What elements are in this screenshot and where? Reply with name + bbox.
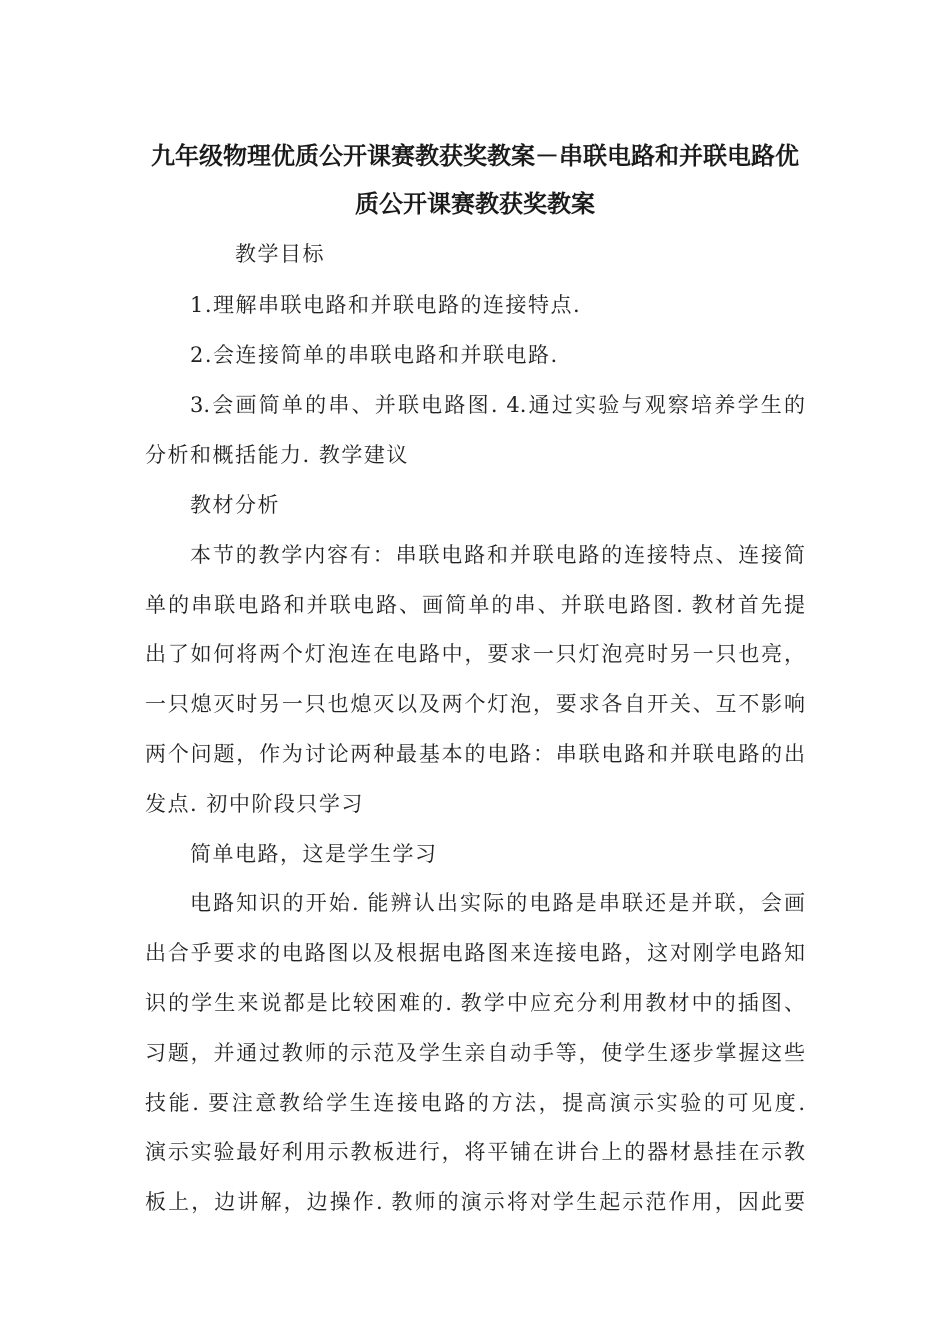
paragraph-line: 出了如何将两个灯泡连在电路中，要求一只灯泡亮时另一只也亮，	[145, 642, 805, 666]
paragraph-line: 一只熄灭时另一只也熄灭以及两个灯泡，要求各自开关、互不影响	[145, 692, 805, 716]
goal-item-1: 1.理解串联电路和并联电路的连接特点.	[190, 293, 582, 317]
paragraph-line: 两个问题，作为讨论两种最基本的电路：串联电路和并联电路的出	[145, 742, 805, 766]
paragraph-line: 电路知识的开始. 能辨认出实际的电路是串联还是并联，会画	[190, 891, 805, 915]
goal-item-3-4: 3.会画简单的串、并联电路图. 4.通过实验与观察培养学生的	[190, 393, 805, 417]
section-heading-material-analysis: 教材分析	[190, 493, 280, 517]
paragraph-line: 演示实验最好利用示教板进行，将平铺在讲台上的器材悬挂在示教	[145, 1140, 805, 1164]
goal-item-2: 2.会连接简单的串联电路和并联电路.	[190, 343, 559, 367]
document-title-line-1: 九年级物理优质公开课赛教获奖教案－串联电路和并联电路优	[151, 142, 799, 170]
paragraph-line: 简单电路，这是学生学习	[190, 842, 438, 866]
section-heading-teaching-goals: 教学目标	[235, 242, 325, 266]
paragraph-line: 习题，并通过教师的示范及学生亲自动手等，使学生逐步掌握这些	[145, 1041, 805, 1065]
document-title-line-2: 质公开课赛教获奖教案	[355, 190, 595, 218]
goal-item-continued: 分析和概括能力. 教学建议	[145, 443, 409, 467]
paragraph-line: 本节的教学内容有：串联电路和并联电路的连接特点、连接简	[190, 543, 805, 567]
paragraph-line: 识的学生来说都是比较困难的. 教学中应充分利用教材中的插图、	[145, 991, 805, 1015]
paragraph-line: 单的串联电路和并联电路、画简单的串、并联电路图. 教材首先提	[145, 593, 805, 617]
paragraph-line: 发点. 初中阶段只学习	[145, 792, 364, 816]
paragraph-line: 技能. 要注意教给学生连接电路的方法，提高演示实验的可见度.	[145, 1091, 805, 1115]
paragraph-line: 出合乎要求的电路图以及根据电路图来连接电路，这对刚学电路知	[145, 941, 805, 965]
paragraph-line: 板上，边讲解，边操作. 教师的演示将对学生起示范作用，因此要	[145, 1190, 805, 1214]
